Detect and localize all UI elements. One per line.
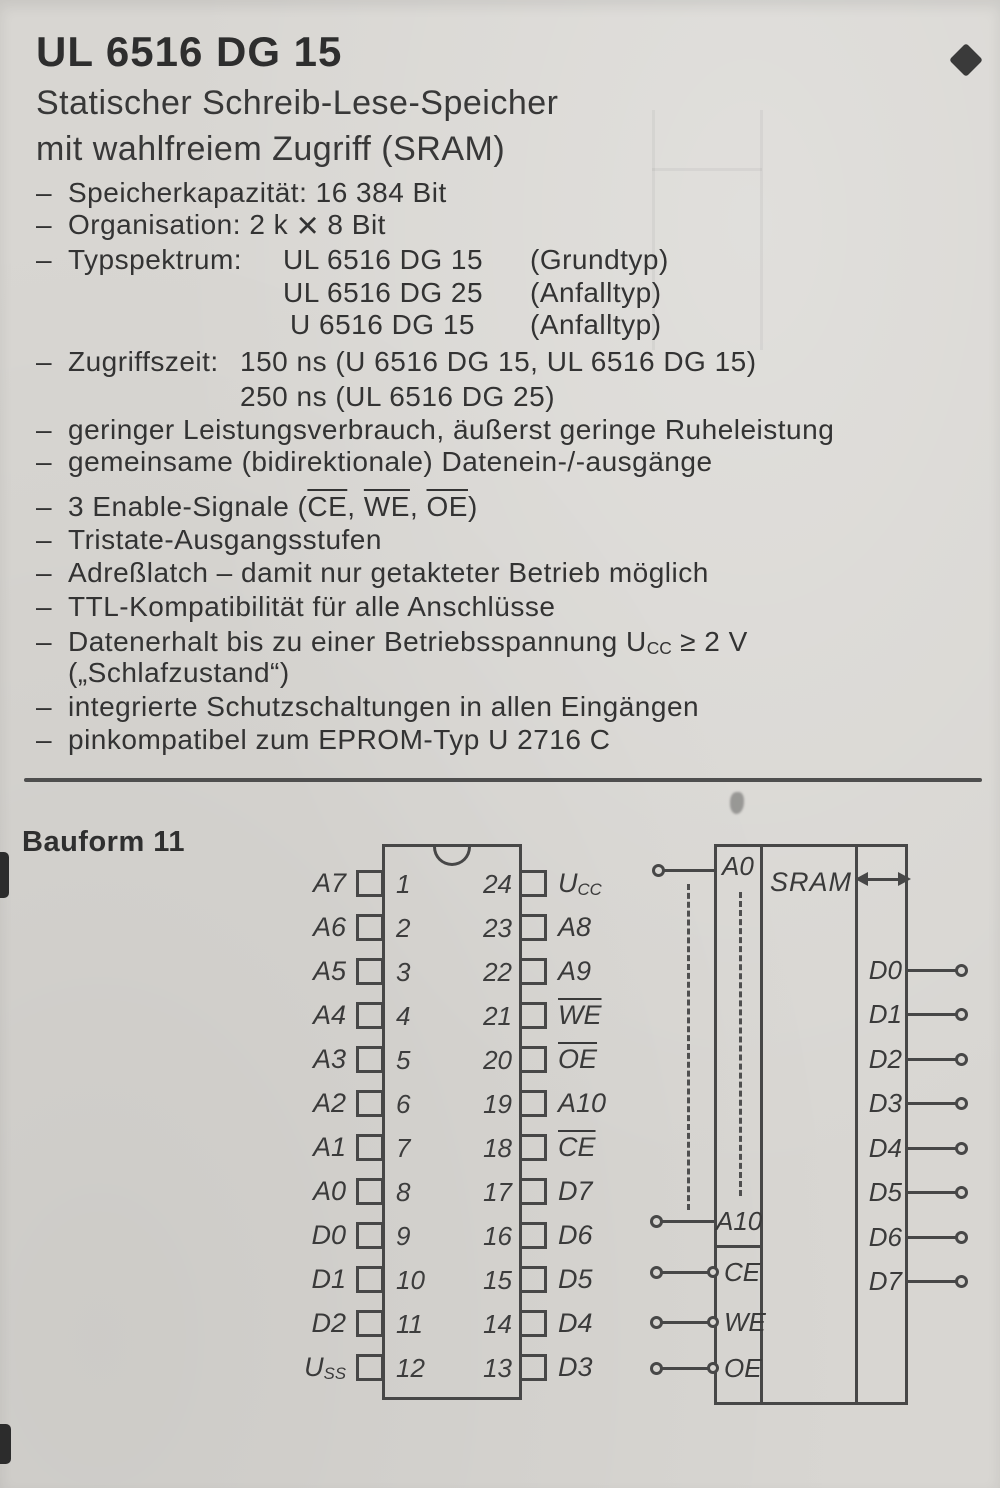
text-segment: TTL-Kompatibilität für alle Anschlüsse [68, 591, 556, 622]
inversion-bubble-icon [707, 1266, 719, 1278]
pin-label-right: D3 [558, 1352, 593, 1382]
data-line-label: D7 [868, 1266, 902, 1296]
pin-number-right: 21 [483, 1001, 512, 1031]
pin-label-right: UCC [558, 868, 602, 899]
text-segment: 8 Bit [319, 209, 386, 240]
feature-line [0, 626, 1000, 658]
pin-square-right [519, 1046, 547, 1073]
terminal-circle [650, 1266, 663, 1279]
data-line-label: D2 [868, 1044, 902, 1074]
feature-text [68, 446, 713, 478]
pin-number-right: 16 [483, 1221, 512, 1251]
pin-number-left: 6 [396, 1089, 411, 1119]
text-segment: , [409, 491, 427, 522]
pin-number-left: 12 [396, 1353, 425, 1383]
terminal-circle [650, 1316, 663, 1329]
pin-number-left: 4 [396, 1001, 411, 1031]
terminal-circle [955, 1275, 968, 1288]
inversion-bubble-icon [707, 1362, 719, 1374]
terminal-circle [650, 1362, 663, 1375]
pin-number-right: 13 [483, 1353, 512, 1383]
pin-square-left [356, 1354, 384, 1381]
feature-line [0, 277, 1000, 309]
text-segment: Adreßlatch – damit nur getakteter Betrieb möglich [68, 557, 709, 588]
pin-square-right [519, 1002, 547, 1029]
bullet-dash: – [36, 557, 53, 588]
feature-text [68, 177, 447, 209]
pin-number-right: 17 [483, 1177, 512, 1207]
pin-square-right [519, 1266, 547, 1293]
text-segment: (Anfalltyp) [530, 309, 662, 340]
pin-square-left [356, 1266, 384, 1293]
control-wire [660, 1321, 708, 1324]
text-segment: CC [646, 638, 672, 659]
page-title: UL 6516 DG 15 [36, 28, 343, 75]
feature-text [68, 205, 386, 247]
pin-label-left: A6 [312, 912, 346, 942]
pin-number-left: 9 [396, 1221, 411, 1251]
pin-label-right: $\overline{WE}$ [558, 1000, 602, 1030]
data-line-label: D4 [868, 1133, 902, 1163]
pin-number-left: 8 [396, 1177, 411, 1207]
text-segment: Organisation: 2 k [68, 209, 297, 240]
address-wire [662, 869, 714, 872]
feature-line [0, 381, 1000, 413]
control-label: CE [724, 1257, 761, 1287]
text-segment: Tristate-Ausgangsstufen [68, 524, 382, 555]
control-label: OE [724, 1353, 762, 1383]
pin-label-left: A5 [312, 956, 346, 986]
data-wire [905, 1191, 957, 1194]
section-label: Bauform 11 [22, 826, 185, 858]
data-wire [905, 1013, 957, 1016]
text-segment: geringer Leistungsverbrauch, äußerst geringe Ruheleistung [68, 414, 835, 445]
feature-line [0, 591, 1000, 623]
pin-number-left: 1 [396, 869, 411, 899]
text-segment: UL 6516 DG 25 [283, 277, 484, 308]
feature-text [530, 277, 662, 309]
scan-edge-mark [0, 1424, 11, 1464]
text-segment: (Grundtyp) [530, 244, 669, 275]
feature-text [68, 414, 834, 446]
feature-text [68, 244, 242, 276]
feature-text [68, 491, 478, 523]
feature-line [0, 491, 1000, 523]
pin-square-right [519, 870, 547, 897]
feature-line [0, 691, 1000, 723]
text-segment: Speicherkapazität: 16 384 Bit [68, 177, 447, 208]
feature-line [0, 557, 1000, 589]
bullet-dash: – [36, 524, 53, 555]
bullet-dash: – [36, 591, 53, 622]
data-line-label: D1 [868, 999, 902, 1029]
pin-square-right [519, 1310, 547, 1337]
text-segment: („Schlafzustand“) [68, 657, 290, 688]
data-wire [905, 1058, 957, 1061]
terminal-circle [955, 1231, 968, 1244]
text-segment: UL 6516 DG 15 [283, 244, 484, 275]
pin-number-left: 2 [396, 913, 411, 943]
bidirectional-arrow-icon [864, 878, 902, 881]
text-segment: $\overline{OE}$ [426, 491, 468, 522]
pin-label-right: D5 [558, 1264, 593, 1294]
text-segment: Typspektrum: [68, 244, 243, 275]
bleedthrough-ghost [760, 110, 763, 350]
terminal-circle [955, 1142, 968, 1155]
feature-text [68, 524, 382, 556]
bullet-dash: – [36, 491, 53, 522]
text-segment: integrierte Schutzschaltungen in allen Eingängen [68, 691, 700, 722]
control-label: WE [724, 1307, 766, 1337]
pin-number-right: 20 [483, 1045, 512, 1075]
pin-square-right [519, 1090, 547, 1117]
pin-square-right [519, 1178, 547, 1205]
bullet-dash: – [36, 724, 53, 755]
pin-number-left: 7 [396, 1133, 411, 1163]
data-wire [905, 969, 957, 972]
terminal-circle [955, 1053, 968, 1066]
pin-number-right: 19 [483, 1089, 512, 1119]
pin-label-right: $\overline{CE}$ [558, 1132, 596, 1162]
bleedthrough-ghost [652, 110, 655, 350]
pin-label-right: A8 [558, 912, 592, 942]
feature-text [68, 724, 610, 756]
address-bottom-label: A10 [716, 1206, 763, 1236]
address-wire [662, 1220, 714, 1223]
text-segment: pinkompatibel zum EPROM-Typ U 2716 C [68, 724, 611, 755]
pin-square-left [356, 1002, 384, 1029]
bullet-dash: – [36, 446, 53, 477]
text-segment: $\overline{CE}$ [307, 491, 348, 522]
pin-number-right: 24 [483, 869, 512, 899]
feature-text [68, 626, 748, 658]
pin-label-left: A3 [312, 1044, 346, 1074]
text-segment: , [347, 491, 364, 522]
feature-line [0, 724, 1000, 756]
pin-label-left: A4 [312, 1000, 346, 1030]
data-wire [905, 1280, 957, 1283]
feature-line [0, 309, 1000, 341]
feature-text [283, 277, 483, 309]
pin-square-left [356, 1046, 384, 1073]
feature-line [0, 205, 1000, 247]
terminal-circle [955, 1186, 968, 1199]
scan-edge-mark [0, 852, 9, 898]
terminal-circle [955, 1008, 968, 1021]
bullet-dash: – [36, 177, 53, 208]
feature-line [0, 657, 1000, 689]
sram-label: SRAM [770, 867, 853, 897]
feature-line [0, 244, 1000, 276]
pin-number-left: 5 [396, 1045, 411, 1075]
bullet-dash: – [36, 209, 53, 240]
terminal-circle [652, 864, 665, 877]
bleedthrough-ghost [652, 168, 762, 171]
text-segment: 150 ns (U 6516 DG 15, UL 6516 DG 15) [240, 346, 757, 377]
feature-text [68, 657, 290, 689]
pin-square-right [519, 1134, 547, 1161]
address-control-separator [714, 1245, 763, 1248]
pin-label-right: A9 [558, 956, 592, 986]
pin-square-left [356, 914, 384, 941]
feature-line [0, 177, 1000, 209]
pin-number-left: 11 [396, 1309, 423, 1339]
text-segment: gemeinsame (bidirektionale) Datenein-/-ausgänge [68, 446, 713, 477]
text-segment: 3 Enable-Signale ( [68, 491, 308, 522]
feature-text [68, 557, 709, 589]
pin-label-left: D1 [311, 1264, 346, 1294]
section-divider [24, 778, 982, 782]
data-line-label: D5 [868, 1177, 902, 1207]
feature-line [0, 524, 1000, 556]
bullet-dash: – [36, 626, 53, 657]
feature-text [68, 691, 699, 723]
text-segment: Datenerhalt bis zu einer Betriebsspannung U [68, 626, 647, 657]
pin-label-left: D2 [311, 1308, 346, 1338]
pin-number-left: 10 [396, 1265, 425, 1295]
pin-square-right [519, 1354, 547, 1381]
pin-square-left [356, 1134, 384, 1161]
text-segment: ) [467, 491, 478, 522]
control-wire [660, 1271, 708, 1274]
text-segment: $\overline{WE}$ [363, 491, 410, 522]
data-line-label: D6 [868, 1222, 902, 1252]
terminal-circle [650, 1215, 663, 1228]
pin-label-left: A0 [312, 1176, 346, 1206]
text-segment: ≥ 2 V [671, 626, 748, 657]
bullet-dash: – [36, 346, 53, 377]
inversion-bubble-icon [707, 1316, 719, 1328]
pin-label-right: D7 [558, 1176, 593, 1206]
data-line-label: D3 [868, 1088, 902, 1118]
pin-label-left: A7 [312, 868, 346, 898]
feature-text [68, 346, 219, 378]
pin-label-left: A1 [312, 1132, 346, 1162]
feature-line [0, 446, 1000, 478]
text-segment: (Anfalltyp) [530, 277, 662, 308]
bullet-dash: – [36, 244, 53, 275]
subtitle-line-2: mit wahlfreiem Zugriff (SRAM) [36, 130, 506, 168]
pin-label-left: D0 [311, 1220, 346, 1250]
pin-square-left [356, 1222, 384, 1249]
pin-number-right: 23 [483, 913, 512, 943]
data-line-label: D0 [868, 955, 902, 985]
address-range-dashes [739, 892, 742, 1196]
data-wire [905, 1147, 957, 1150]
data-wire [905, 1236, 957, 1239]
pin-square-left [356, 1178, 384, 1205]
pin-label-left: USS [304, 1352, 346, 1383]
pin-square-right [519, 1222, 547, 1249]
arrow-right-head-icon [898, 872, 911, 886]
pin-square-left [356, 870, 384, 897]
feature-text [530, 309, 662, 341]
arrow-left-head-icon [855, 872, 868, 886]
feature-line [0, 414, 1000, 446]
feature-text [68, 591, 555, 623]
feature-text [240, 381, 555, 413]
pin-square-left [356, 958, 384, 985]
pin-label-right: D6 [558, 1220, 593, 1250]
data-wire [905, 1102, 957, 1105]
control-wire [660, 1367, 708, 1370]
pin-number-right: 18 [483, 1133, 512, 1163]
address-top-label: A0 [722, 851, 754, 881]
pin-square-left [356, 1310, 384, 1337]
text-segment: Zugriffszeit: [68, 346, 219, 377]
pin-square-right [519, 958, 547, 985]
text-segment: × [296, 205, 320, 247]
terminal-circle [955, 1097, 968, 1110]
pin-number-left: 3 [396, 957, 411, 987]
pin-square-right [519, 914, 547, 941]
pin-label-right: D4 [558, 1308, 593, 1338]
text-segment: 250 ns (UL 6516 DG 25) [240, 381, 556, 412]
feature-text [240, 346, 757, 378]
feature-text [283, 244, 483, 276]
bullet-dash: – [36, 691, 53, 722]
pin-number-right: 22 [483, 957, 512, 987]
bullet-dash: – [36, 414, 53, 445]
feature-text [530, 244, 669, 276]
text-segment: U 6516 DG 15 [290, 309, 475, 340]
subtitle-line-1: Statischer Schreib-Lese-Speicher [36, 84, 559, 122]
pin-label-right: A10 [558, 1088, 607, 1118]
pin-label-right: $\overline{OE}$ [558, 1044, 598, 1074]
address-range-dashes [687, 884, 690, 1210]
block-divider-right [855, 844, 858, 1405]
pin-number-right: 14 [483, 1309, 512, 1339]
feature-text [290, 309, 475, 341]
diamond-mark-icon [949, 43, 983, 77]
feature-line [0, 346, 1000, 378]
scan-smudge [730, 792, 744, 814]
pin-square-left [356, 1090, 384, 1117]
pin-label-left: A2 [312, 1088, 346, 1118]
terminal-circle [955, 964, 968, 977]
pin-number-right: 15 [483, 1265, 512, 1295]
